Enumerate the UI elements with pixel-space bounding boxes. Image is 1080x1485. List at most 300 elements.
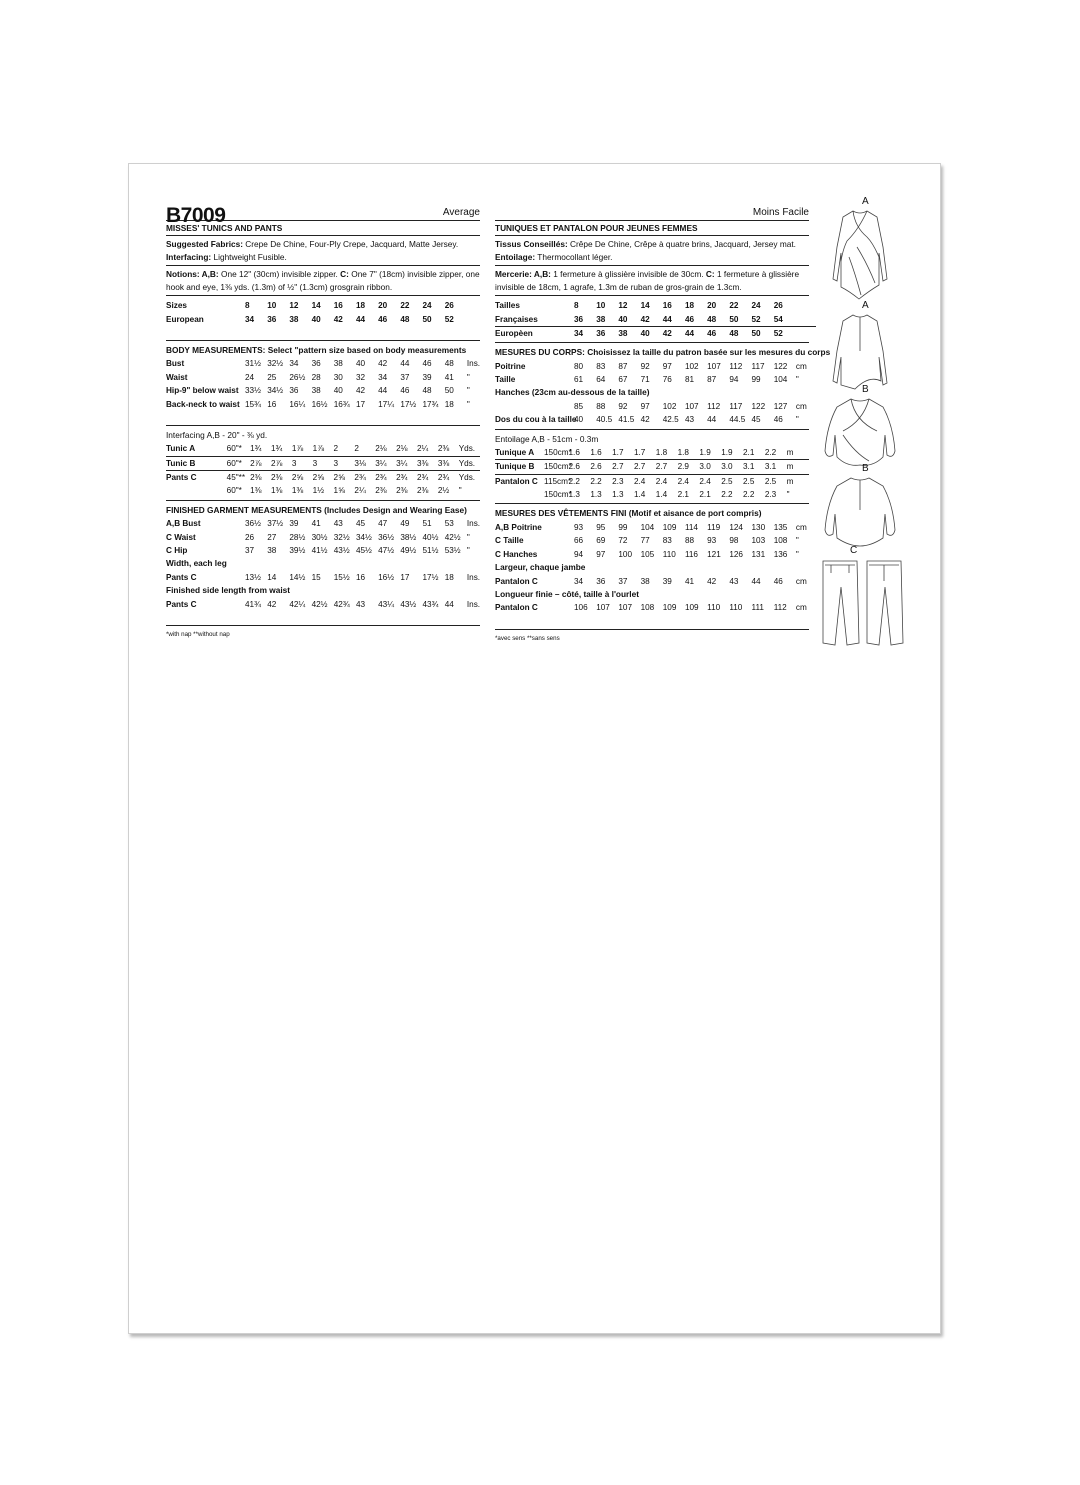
measurement-value: 2.3 (612, 474, 634, 488)
measurement-value: 51 (422, 519, 432, 529)
measurement-value: 36½ (245, 519, 261, 529)
difficulty-level-fr: Moins Facile (752, 207, 809, 218)
table-row (166, 371, 487, 384)
measurement-value: 40 (574, 415, 584, 425)
finished-table (166, 517, 487, 557)
measurement-value: 2.4 (656, 474, 678, 488)
length-table-fr (495, 601, 816, 614)
measurement-value: 43½ (400, 599, 417, 609)
measurement-value: 81 (684, 375, 695, 385)
unit-label: " (466, 532, 470, 542)
measurement-value: 50 (444, 386, 454, 396)
row-label: Bust (166, 359, 185, 369)
measurement-value: 44.5 (729, 415, 746, 425)
measurement-value: 108 (773, 536, 788, 546)
measurement-value: 17 (400, 572, 410, 582)
fabric-width: 150cm* (544, 448, 572, 458)
measurement-value: 69 (596, 536, 606, 546)
measurement-value: 72 (618, 536, 628, 546)
footnote-fr: *avec sens **sans sens (495, 634, 560, 642)
measurement-value: 2⅜ (375, 486, 387, 496)
measurement-value: 2¾ (354, 470, 375, 484)
measurement-value: 54 (773, 314, 783, 324)
row-label: Françaises (495, 314, 538, 324)
measurement-value: 99 (618, 523, 628, 533)
measurement-value: 98 (729, 536, 739, 546)
measurement-value: 38 (640, 576, 650, 586)
unit-label: cm (795, 603, 807, 613)
measurement-value: 117 (751, 361, 765, 371)
measurement-value: 64 (596, 375, 606, 385)
measurement-value: 80 (574, 361, 584, 371)
measurement-value: 38 (267, 546, 277, 556)
measurement-value: 32½ (333, 532, 350, 542)
measurement-value: 2⅜ (416, 486, 429, 496)
measurement-value: 42 (333, 314, 343, 324)
row-label: European (166, 314, 204, 324)
measurement-value: 2⅜ (250, 470, 271, 484)
fabrics-text: Crepe De Chine, Four-Ply Crepe, Jacquard, Matte Jersey. (243, 239, 459, 249)
unit-label: Ins. (466, 572, 481, 582)
measurement-value: 126 (729, 549, 743, 559)
row-label: Tunic B (166, 456, 227, 470)
measurement-value: 20 (707, 301, 717, 311)
measurement-value: 32½ (267, 359, 284, 369)
measurement-value: 43¼ (378, 599, 395, 609)
measurement-value: 42 (378, 359, 388, 369)
notions-fr (495, 266, 809, 296)
measurement-value: 2⅝ (313, 470, 334, 484)
difficulty-level: Average (442, 207, 480, 218)
measurement-value: 2¾ (396, 470, 417, 484)
unit-label: " (466, 399, 470, 409)
row-label: Tunic A (166, 444, 196, 454)
notions-label: Notions: A,B: (166, 269, 219, 279)
measurement-value: 36 (574, 314, 584, 324)
measurement-value: 1.6 (568, 448, 580, 458)
measurement-value: 49½ (400, 546, 417, 556)
measurement-value: 1⅞ (312, 444, 325, 454)
notions-c-label-fr: C: (705, 269, 715, 279)
measurement-value: 8 (574, 301, 579, 311)
measurement-value: 3.1 (743, 460, 765, 474)
measurement-value: 51½ (422, 546, 439, 556)
measurement-value: 32 (355, 372, 366, 382)
measurement-value: 40 (641, 326, 663, 340)
measurement-value: 17 (355, 399, 366, 409)
measurement-value: 28 (311, 372, 321, 382)
measurement-value: 1⅜ (291, 486, 304, 496)
measurement-value: 3.0 (721, 460, 743, 474)
measurement-value: 50 (422, 314, 432, 324)
measurement-value: 61 (574, 375, 584, 385)
measurement-value: 2⅜ (437, 444, 450, 454)
table-row (495, 413, 816, 426)
measurement-value: 2⅜ (271, 470, 292, 484)
measurement-value: 34 (245, 314, 255, 324)
unit-label: " (795, 549, 799, 559)
measurement-value: 1⅝ (333, 486, 345, 496)
measurement-value: 17¼ (378, 399, 395, 409)
measurement-value: 116 (684, 549, 698, 559)
measurement-value: 27 (267, 532, 277, 542)
measurement-value: 1¾ (250, 444, 262, 454)
measurement-value: 50 (729, 314, 739, 324)
measurement-value: 44 (378, 386, 388, 396)
fabric-width: 45"** (227, 470, 250, 484)
measurement-value: 16¼ (289, 399, 306, 409)
measurement-value: 46 (400, 386, 410, 396)
measurement-value: 2.2 (590, 474, 612, 488)
notions-label-fr: Mercerie: A,B: (495, 269, 551, 279)
measurement-value: 38½ (400, 532, 417, 542)
measurement-value: 45 (751, 415, 761, 425)
unit-label (796, 299, 816, 312)
table-row (495, 360, 816, 373)
measurement-value: 110 (707, 603, 721, 613)
measurement-value: 3 (313, 456, 334, 470)
measurement-value: 46 (707, 326, 729, 340)
view-letter-a-back: A (862, 300, 869, 311)
notions-text-ab: One 12" (30cm) invisible zipper. (218, 269, 341, 279)
measurement-value: 24 (751, 301, 761, 311)
measurement-value: 119 (707, 523, 721, 533)
table-row (166, 484, 480, 497)
measurement-value: 34 (378, 372, 388, 382)
measurement-value: 1¾ (270, 444, 283, 454)
measurement-value: 37½ (267, 519, 284, 529)
measurement-value: 2⅝ (334, 470, 355, 484)
measurement-value: 40 (618, 314, 628, 324)
measurement-value: 3⅜ (417, 456, 438, 470)
measurement-value: 100 (618, 549, 633, 559)
unit-label: cm (795, 576, 807, 586)
measurement-value: 3¼ (396, 456, 417, 470)
measurement-value: 1.3 (568, 490, 580, 500)
measurement-value: 2.7 (656, 460, 678, 474)
measurement-value: 2.1 (699, 490, 711, 500)
table-row (166, 456, 480, 470)
measurement-value: 66 (574, 536, 584, 546)
unit-label: m (787, 460, 809, 474)
unit-label: m (786, 448, 794, 458)
measurement-value: 130 (751, 523, 766, 533)
measurement-value: 3⅛ (354, 456, 375, 470)
measurement-value: 43 (355, 599, 366, 609)
measurement-value: 112 (773, 603, 787, 613)
measurement-value: 42½ (444, 532, 461, 542)
measurement-value: 107 (596, 603, 610, 613)
measurement-value: 44 (707, 415, 717, 425)
measurement-value: 36 (311, 359, 321, 369)
finished-table-fr (495, 521, 816, 561)
measurement-value: 43 (684, 415, 695, 425)
unit-label: cm (795, 361, 807, 371)
measurement-value: 102 (662, 401, 677, 411)
hips-heading-fr: Hanches (23cm au-dessous de la taille) (495, 387, 650, 398)
measurement-value: 110 (729, 603, 743, 613)
suggested-fabrics (166, 236, 480, 266)
row-label: Pantalon C (495, 576, 538, 586)
footnote: *with nap **without nap (166, 630, 230, 638)
row-label: Tailles (495, 301, 520, 311)
measurement-value: 109 (662, 603, 677, 613)
measurement-value: 93 (707, 536, 717, 546)
measurement-value: 28½ (289, 532, 306, 542)
length-heading: Finished side length from waist (166, 585, 291, 596)
measurement-value: 34 (574, 326, 596, 340)
unit-label (467, 312, 487, 325)
unit-label: Ins. (466, 359, 481, 369)
table-row (495, 299, 816, 312)
tunic-a-front-illustration (829, 207, 891, 305)
measurement-value: 48 (400, 314, 410, 324)
measurement-value: 1.8 (655, 448, 668, 458)
unit-label: " (466, 546, 470, 556)
row-label: Pants C (166, 572, 197, 582)
measurement-value: 49 (400, 519, 410, 529)
measurement-value: 2.5 (743, 474, 765, 488)
interfacing-heading-fr: Entoilage A,B - 51cm - 0.3m (495, 433, 599, 444)
notions-text-c: One 7" (18cm) invisible zipper, one hook and eye, 1⅜ yds. (1.3m) of ½" (1.3cm) grosgrain ribbon. (166, 269, 480, 292)
measurement-value: 103 (751, 536, 766, 546)
tunic-b-back-illustration (821, 474, 899, 550)
measurement-value: 42 (707, 576, 717, 586)
row-label: Hip-9" below waist (166, 386, 239, 396)
measurement-value: 14½ (289, 572, 306, 582)
measurement-value: 83 (596, 361, 606, 371)
measurement-value: 26 (245, 532, 255, 542)
measurement-value: 42 (355, 386, 366, 396)
measurement-value: 31½ (245, 359, 261, 369)
measurement-value: 2.3 (764, 490, 777, 500)
measurement-value: 15 (311, 572, 321, 582)
view-letter-c: C (850, 545, 858, 556)
measurement-value: 38 (289, 314, 299, 324)
table-row (495, 312, 816, 326)
measurement-value: 1.7 (633, 448, 646, 458)
fabric-width: 150cm* (544, 490, 572, 500)
measurement-value: 1.4 (633, 490, 646, 500)
row-label: A,B Bust (166, 519, 201, 529)
measurement-value: 85 (574, 401, 584, 411)
measurement-value: 52 (751, 314, 761, 324)
pattern-code: B7009 (166, 204, 226, 227)
measurement-value: 41 (311, 519, 321, 529)
fabrics-label: Suggested Fabrics: (166, 239, 243, 249)
pants-c-illustration (819, 557, 907, 649)
measurement-value: 1.8 (677, 448, 689, 458)
measurement-value: 39 (289, 519, 299, 529)
notions (166, 266, 480, 296)
measurement-value: 1⅞ (291, 444, 304, 454)
measurement-value: 43 (333, 519, 343, 529)
measurement-value: 2⅞ (250, 456, 271, 470)
measurement-value: 25 (267, 372, 277, 382)
row-label: C Waist (166, 532, 196, 542)
measurement-value: 17½ (400, 399, 417, 409)
measurement-value: 39½ (289, 546, 306, 556)
row-label: Pantalon C (495, 603, 538, 613)
measurement-value: 10 (596, 301, 606, 311)
measurement-value: 2¼ (354, 486, 366, 496)
measurement-value: 15½ (333, 572, 350, 582)
measurement-value: 20 (378, 301, 388, 311)
measurement-value: 1.9 (721, 448, 733, 458)
measurement-value: 45½ (355, 546, 372, 556)
row-label: Poitrine (495, 361, 526, 371)
body-measurements (166, 341, 480, 426)
measurement-value: 44 (685, 326, 707, 340)
row-label: Dos du cou à la taille (495, 415, 577, 425)
table-row (495, 548, 816, 561)
measurement-value: 46 (378, 314, 388, 324)
measurement-value: 46 (684, 314, 695, 324)
row-label (495, 400, 574, 413)
measurement-value: 2.2 (721, 490, 733, 500)
size-chart-fr (495, 296, 809, 343)
table-row (166, 299, 487, 312)
row-label: Pants C (166, 599, 197, 609)
measurement-value: 22 (729, 301, 739, 311)
measurement-value: 18 (355, 301, 366, 311)
unit-label (467, 299, 487, 312)
table-row (495, 574, 816, 587)
row-label: Pants C (166, 470, 227, 484)
width-heading: Width, each leg (166, 558, 227, 569)
measurement-value: 2¾ (375, 470, 396, 484)
measurement-value: 37 (400, 372, 410, 382)
measurement-value: 93 (574, 523, 584, 533)
measurement-value: 13½ (245, 572, 261, 582)
width-heading-fr: Largeur, chaque jambe (495, 562, 586, 573)
measurement-value: 53 (444, 519, 454, 529)
measurement-value: 2.5 (721, 474, 743, 488)
unit-label: Ins. (466, 519, 481, 529)
measurement-value: 2.1 (743, 448, 755, 458)
table-row (166, 470, 480, 484)
body-measurements-table-fr (495, 360, 816, 387)
unit-label: " (795, 415, 799, 425)
measurement-value: 15¾ (245, 399, 261, 409)
measurement-value: 42.5 (662, 415, 679, 425)
fabrics-text-fr: Crêpe De Chine, Crêpe à quatre brins, Jacquard, Jersey mat. (567, 239, 796, 249)
measurement-value: 24 (422, 301, 432, 311)
interfacing-label: Interfacing: (166, 252, 212, 262)
measurement-value: 2.5 (765, 474, 787, 488)
measurement-value: 16 (267, 399, 277, 409)
measurement-value: 52 (774, 326, 796, 340)
table-row (495, 601, 816, 614)
measurement-value: 97 (596, 549, 606, 559)
finished-heading-fr: MESURES DES VÊTEMENTS FINI (Motif et aisance de port compris) (495, 508, 762, 519)
table-row (166, 442, 480, 456)
measurement-value: 1.4 (655, 490, 668, 500)
body-measurements-heading: BODY MEASUREMENTS: Select "pattern size based on body measurements (166, 344, 467, 355)
measurement-value: 110 (662, 549, 676, 559)
row-label: C Hip (166, 546, 188, 556)
measurement-value: 46 (773, 415, 783, 425)
unit-label: " (466, 386, 470, 396)
measurement-value: 1.3 (612, 490, 624, 500)
french-column (495, 200, 831, 645)
measurement-value: 45 (355, 519, 366, 529)
measurement-value: 36½ (378, 532, 395, 542)
measurement-value: 42¼ (289, 599, 306, 609)
row-label: Tunique A (495, 448, 535, 458)
measurement-value: 17½ (422, 572, 439, 582)
measurement-value: 42 (640, 415, 650, 425)
measurement-value: 2.6 (569, 460, 591, 474)
measurement-value: 10 (267, 301, 277, 311)
fabric-width: 60"* (226, 486, 242, 496)
measurement-value: 30½ (311, 532, 328, 542)
measurement-value: 14 (267, 572, 277, 582)
measurement-value: 2.7 (634, 460, 656, 474)
measurement-value: 36 (289, 386, 299, 396)
body-measurements-table (166, 357, 487, 411)
measurement-value: 18 (444, 572, 454, 582)
measurement-value: 12 (618, 301, 628, 311)
measurement-value: 127 (773, 401, 788, 411)
row-label: C Taille (495, 536, 524, 546)
finished-measurements-fr (495, 504, 809, 629)
measurement-value: 94 (729, 375, 739, 385)
unit-label (796, 312, 816, 326)
measurement-value: 16¾ (333, 399, 350, 409)
measurement-value: 1.3 (590, 490, 602, 500)
measurement-value: 44 (662, 314, 672, 324)
measurement-value: 3⅜ (438, 456, 459, 470)
measurement-value: 2¾ (438, 470, 459, 484)
hips-neck-table-fr (495, 400, 816, 427)
measurement-value: 37 (245, 546, 255, 556)
measurement-value: 121 (707, 549, 721, 559)
measurement-value: 48 (422, 386, 432, 396)
table-row (495, 534, 816, 547)
yardage-table (166, 442, 480, 498)
measurement-value: 122 (751, 401, 766, 411)
yardage-table-fr (495, 446, 809, 502)
measurement-value: 87 (707, 375, 717, 385)
table-row (495, 400, 816, 413)
measurement-value: 14 (311, 301, 321, 311)
table-row (495, 521, 816, 534)
measurement-value: 2 (333, 444, 339, 454)
measurement-value: 48 (707, 314, 717, 324)
interfacing-label-fr: Entoilage: (495, 252, 536, 262)
measurement-value: 88 (596, 401, 606, 411)
size-chart (166, 296, 480, 341)
fabric-width: 60"* (226, 444, 242, 454)
measurement-value: 34½ (355, 532, 372, 542)
row-label (495, 488, 544, 501)
measurement-value: 2⅜ (396, 486, 408, 496)
unit-label: Yds. (458, 444, 476, 454)
measurement-value: 44 (751, 576, 761, 586)
measurement-value: 42 (267, 599, 277, 609)
body-measurements-fr (495, 343, 831, 429)
size-table (166, 299, 487, 326)
pattern-title-fr: TUNIQUES ET PANTALON POUR JEUNES FEMMES (495, 221, 809, 236)
measurement-value: 36 (596, 326, 618, 340)
table-row (166, 544, 487, 557)
measurement-value: 2⅛ (375, 444, 387, 454)
measurement-value: 44 (444, 599, 454, 609)
measurement-value: 8 (245, 301, 250, 311)
unit-label (796, 326, 816, 340)
measurement-value: 17¾ (422, 399, 439, 409)
